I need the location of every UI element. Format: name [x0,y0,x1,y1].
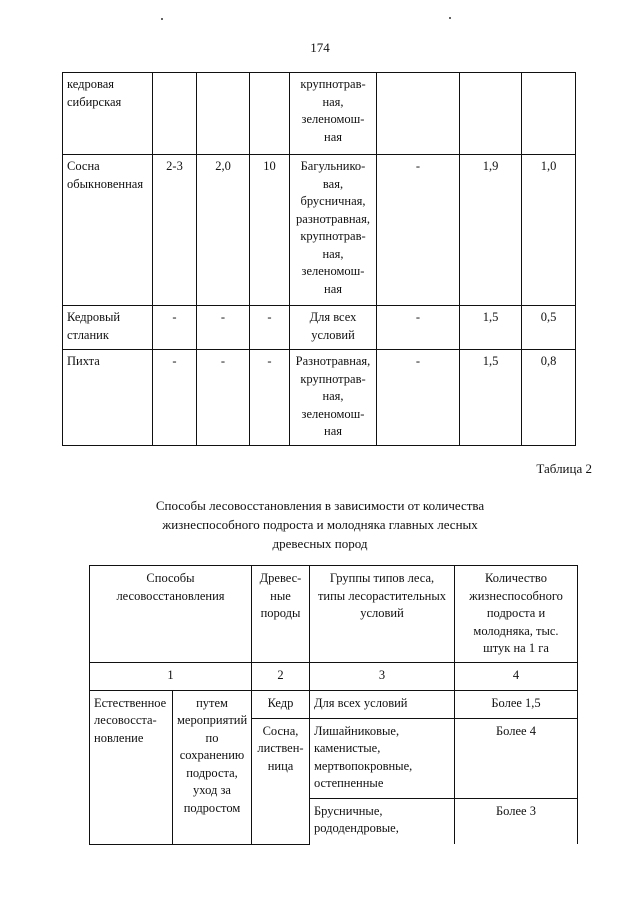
species-cell: Кедр [252,690,310,718]
table-row [63,155,576,306]
table-cell: 2,0 [197,155,250,306]
forest-type-cell: Для всех условий [290,306,377,350]
table-cell [153,73,197,155]
table-cell [522,73,576,155]
column-number: 3 [310,662,455,690]
table-cell: - [197,350,250,446]
reforestation-methods-table [89,565,578,845]
table-row [63,73,576,155]
column-header: Группы типов леса, типы лесорастительных условий [310,566,455,663]
forest-type-cell: Багульнико- вая, брусничная, разнотравная, крупнотрав- ная, зеленомош- ная [290,155,377,306]
table-cell: - [197,306,250,350]
amount-cell: Более 4 [455,718,578,798]
table-cell: - [377,155,460,306]
method-cell: Естественное лесовосста- новление [90,690,173,844]
species-cell: Сосна обыкновенная [63,155,153,306]
table-cell: - [377,350,460,446]
species-cell: Кедровый стланик [63,306,153,350]
scan-dot [161,18,163,20]
table-cell: 1,9 [460,155,522,306]
table-cell [377,73,460,155]
table-cell: - [250,350,290,446]
conditions-cell: Лишайниковые, каменистые, мертвопокровные, остепненные [310,718,455,798]
conditions-cell: Брусничные, рододендровые, [310,798,455,844]
table-cell: 1,5 [460,350,522,446]
table-cell: 2-3 [153,155,197,306]
column-number: 2 [252,662,310,690]
table-cell [460,73,522,155]
table-cell: 0,8 [522,350,576,446]
amount-cell: Более 1,5 [455,690,578,718]
table-cell: 1,0 [522,155,576,306]
table-cell [197,73,250,155]
scan-dot [449,17,451,19]
column-header: Древес- ные породы [252,566,310,663]
table-title: Способы лесовосстановления в зависимости от количества жизнеспособного подроста и молодняка главных лесных древесных пород [155,498,485,551]
species-cell: Сосна, листвен- ница [252,718,310,844]
table-number-label: Таблица 2 [536,461,592,476]
column-header: Количество жизнеспособного подроста и молодняка, тыс. штук на 1 га [455,566,578,663]
table-cell [250,73,290,155]
table-cell: 0,5 [522,306,576,350]
table-row [90,690,578,718]
submethod-cell: путем мероприятий по сохранению подроста, уход за подростом [173,690,252,844]
column-number: 4 [455,662,578,690]
table-row [63,350,576,446]
table-cell: - [153,306,197,350]
table-cell: - [377,306,460,350]
table-row [63,306,576,350]
table-cell: 10 [250,155,290,306]
page-number: 174 [310,40,330,55]
species-table-continued [62,72,576,446]
column-number-row [90,662,578,690]
forest-type-cell: Разнотравная, крупнотрав- ная, зеленомош- ная [290,350,377,446]
table-cell: 1,5 [460,306,522,350]
conditions-cell: Для всех условий [310,690,455,718]
species-cell: Пихта [63,350,153,446]
column-header: Способы лесовосстановления [90,566,252,663]
amount-cell: Более 3 [455,798,578,844]
table-cell: - [153,350,197,446]
table-header-row [90,566,578,663]
forest-type-cell: крупнотрав- ная, зеленомош- ная [290,73,377,155]
table-cell: - [250,306,290,350]
species-cell: кедровая сибирская [63,73,153,155]
column-number: 1 [90,662,252,690]
